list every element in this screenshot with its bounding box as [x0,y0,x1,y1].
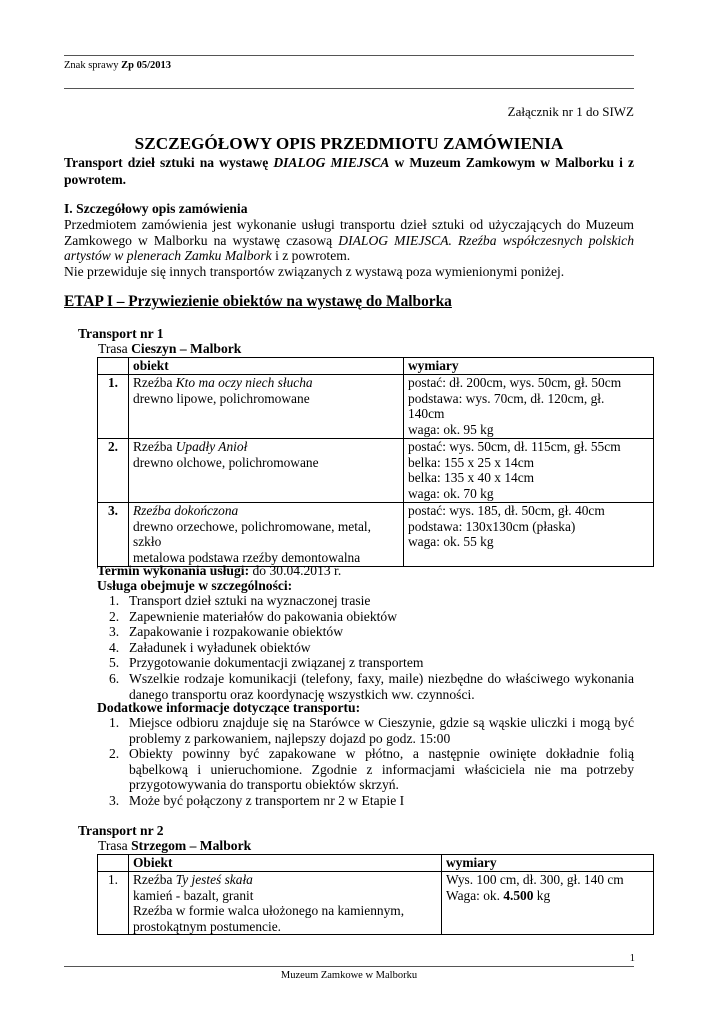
list-item: 3. Może być połączony z transportem nr 2 w Etapie I [109,792,405,808]
transport-title: Transport nr 1 [78,326,164,341]
scope-heading: Usługa obejmuje w szczególności: [97,578,293,593]
info-heading: Dodatkowe informacje dotyczące transportu: [97,700,361,715]
list-item: 3. Zapakowanie i rozpakowanie obiektów [109,624,344,640]
list-item: 2. Zapewnienie materiałów do pakowania obiektów [109,608,398,624]
transport-title: Transport nr 2 [78,823,164,838]
row-number: 1. [98,375,129,439]
service-deadline: Termin wykonania usługi: do 30.04.2013 r. [97,563,342,578]
page-title: SZCZEGÓŁOWY OPIS PRZEDMIOTU ZAMÓWIENIA [134,134,564,153]
table-header-row [98,855,654,872]
section-heading: I. Szczegółowy opis zamówienia [64,201,248,216]
objects-table [97,854,654,935]
list-item: 5. Przygotowanie dokumentacji związanej z transportem [109,655,424,671]
row-number: 3. [98,503,129,567]
header-rule-bottom [64,88,634,89]
object-cell: Rzeźba Upadły Anioł drewno olchowe, polichromowane [129,439,404,503]
row-number: 1. [98,872,129,935]
page-subtitle: Transport dzieł sztuki na wystawę DIALOG MIEJSCA w Muzeum Zamkowym w Malborku i z [64,155,634,170]
column-header: Obiekt [129,855,442,872]
header-rule-top [64,55,634,56]
section-paragraph: Przedmiotem zamówienia jest wykonanie usługi transportu dzieł sztuki od użyczających do Muzeum [64,217,634,232]
transport-route: Trasa Strzegom – Malbork [98,838,252,853]
list-item: 6. Wszelkie rodzaje komunikacji (telefony, faxy, maile) niezbędne do właściwego wykonania danego transportu oraz koordynację wszystkich ww. czynności. [109,670,634,702]
list-item: 1. Transport dzieł sztuki na wyznaczonej trasie [109,593,371,608]
table-row [98,439,654,503]
footer-institution: Muzeum Zamkowe w Malborku [280,970,418,981]
footer-rule [64,966,634,967]
table-row [98,872,654,935]
object-cell: Rzeźba dokończona drewno orzechowe, polichromowane, metal, szkło metalowa podstawa rzeźby demontowalna [129,503,404,567]
dimensions-cell: postać: wys. 50cm, dł. 115cm, gł. 55cm belka: 155 x 25 x 14cm belka: 135 x 40 x 14cm waga: ok. 70 kg [404,439,654,503]
scope-list [97,593,634,702]
stage-heading: ETAP I – Przywiezienie obiektów na wystawę do Malborka [64,293,452,310]
page-subtitle-cont: powrotem. [64,172,127,187]
table-header-row [98,358,654,375]
page-number: 1 [629,953,635,964]
column-header: obiekt [129,358,404,375]
section-paragraph: artystów w plenerach Zamku Malbork i z powrotem. [64,248,351,263]
transport-route: Trasa Cieszyn – Malbork [98,341,242,356]
dimensions-cell: postać: wys. 185, dł. 50cm, gł. 40cm podstawa: 130x130cm (płaska) waga: ok. 55 kg [404,503,654,567]
list-item: 2. Obiekty powinny być zapakowane w płótno, a następnie owinięte dokładnie folią bąbelkową i unieruchomione. Zgodnie z informacjami właściciela nie ma potrzeby przygotowywania do transportu obiektów skrzyń. [109,746,634,793]
attachment-label: Załącznik nr 1 do SIWZ [507,104,634,119]
table-row [98,375,654,439]
case-number: Znak sprawy Zp 05/2013 [64,60,172,71]
dimensions-cell: postać: dł. 200cm, wys. 50cm, gł. 50cm podstawa: wys. 70cm, dł. 120cm, gł. 140cm waga: ok. 95 kg [404,375,654,439]
object-cell: Rzeźba Ty jesteś skała kamień - bazalt, granit Rzeźba w formie walca ułożonego na kamiennym, prostokątnym postumencie. [129,872,442,935]
column-header: wymiary [442,855,654,872]
list-item: 4. Załadunek i wyładunek obiektów [109,639,311,655]
dimensions-cell: Wys. 100 cm, dł. 300, gł. 140 cm Waga: ok. 4.500 kg [442,872,654,935]
table-row [98,503,654,567]
section-paragraph: Nie przewiduje się innych transportów związanych z wystawą poza wymienionymi poniżej. [64,264,565,279]
row-number: 2. [98,439,129,503]
object-cell: Rzeźba Kto ma oczy niech słucha drewno lipowe, polichromowane [129,375,404,439]
section-paragraph: Zamkowego w Malborku na wystawę czasową DIALOG MIEJSCA. Rzeźba współczesnych polskich [64,233,635,248]
list-item: 1. Miejsce odbioru znajduje się na Starówce w Cieszynie, gdzie są wąskie uliczki i mogą być problemy z parkowaniem, najlepszy dojazd po godz. 15:00 [109,715,634,746]
column-header: wymiary [404,358,654,375]
info-list [97,715,634,809]
objects-table [97,357,654,567]
